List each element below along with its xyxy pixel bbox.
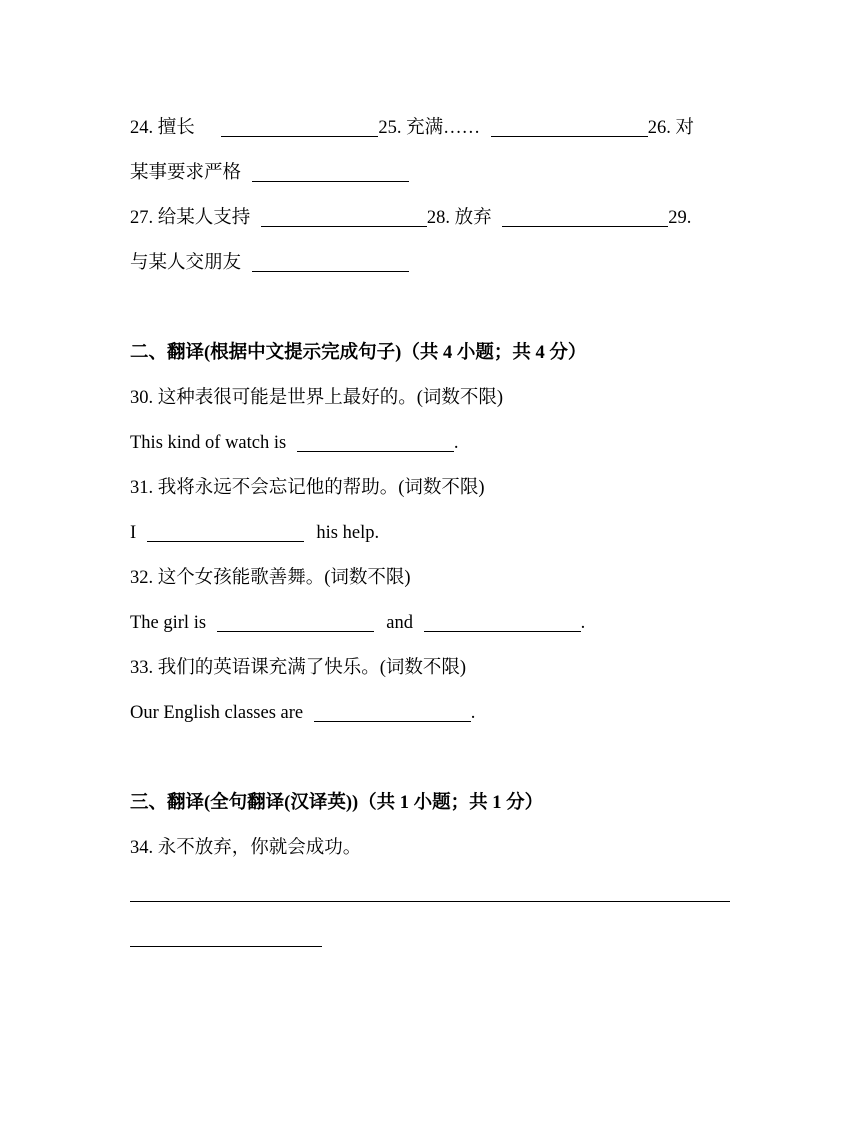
q27-label: 27. 给某人支持 xyxy=(130,208,251,228)
row-q27-q29 xyxy=(130,205,691,231)
q34-answer-line-1[interactable] xyxy=(130,901,730,902)
q31-pre: I xyxy=(130,523,137,543)
q26-label-b: 某事要求严格 xyxy=(130,163,242,183)
q32-mid: and xyxy=(386,613,414,633)
q25-label: 25. 充满…… xyxy=(378,118,481,138)
q30-answer-blank[interactable] xyxy=(297,433,454,452)
q29-answer-blank[interactable] xyxy=(252,253,409,272)
q26-answer-blank[interactable] xyxy=(252,163,409,182)
q31-post: his help. xyxy=(316,523,380,543)
row-q29-cont xyxy=(130,250,409,276)
section3-heading: 三、翻译(全句翻译(汉译英))（共 1 小题；共 1 分） xyxy=(130,793,544,813)
q31-prompt: 31. 我将永远不会忘记他的帮助。(词数不限) xyxy=(130,478,485,498)
q29-label-b: 与某人交朋友 xyxy=(130,253,242,273)
q30-post: . xyxy=(453,433,459,453)
q25-answer-blank[interactable] xyxy=(491,118,648,137)
q32-post: . xyxy=(580,613,586,633)
q30-pre: This kind of watch is xyxy=(130,433,287,453)
q29-label-a: 29. xyxy=(668,208,692,228)
q28-answer-blank[interactable] xyxy=(502,208,668,227)
q33-pre: Our English classes are xyxy=(130,703,304,723)
q24-label: 24. 擅长 xyxy=(130,118,195,138)
q32-answer-blank-2[interactable] xyxy=(424,613,581,632)
q32-answer-row xyxy=(130,610,585,636)
q33-answer-row xyxy=(130,700,475,726)
q31-answer-row xyxy=(130,520,379,546)
q33-answer-blank[interactable] xyxy=(314,703,471,722)
row-q24-q26 xyxy=(130,115,694,141)
q32-answer-blank-1[interactable] xyxy=(217,613,374,632)
q33-prompt: 33. 我们的英语课充满了快乐。(词数不限) xyxy=(130,658,467,678)
q34-answer-line-2[interactable] xyxy=(130,946,322,947)
q27-answer-blank[interactable] xyxy=(261,208,427,227)
section2-heading: 二、翻译(根据中文提示完成句子)（共 4 小题；共 4 分） xyxy=(130,343,587,363)
q24-answer-blank[interactable] xyxy=(221,118,378,137)
q28-label: 28. 放弃 xyxy=(426,208,492,228)
q30-prompt: 30. 这种表很可能是世界上最好的。(词数不限) xyxy=(130,388,504,408)
q30-answer-row xyxy=(130,430,458,456)
q32-prompt: 32. 这个女孩能歌善舞。(词数不限) xyxy=(130,568,411,588)
q31-answer-blank[interactable] xyxy=(147,523,304,542)
q34-prompt: 34. 永不放弃，你就会成功。 xyxy=(130,838,362,858)
q26-label-a: 26. 对 xyxy=(647,118,695,138)
q33-post: . xyxy=(470,703,476,723)
q32-pre: The girl is xyxy=(130,613,207,633)
row-q26-cont xyxy=(130,160,409,186)
